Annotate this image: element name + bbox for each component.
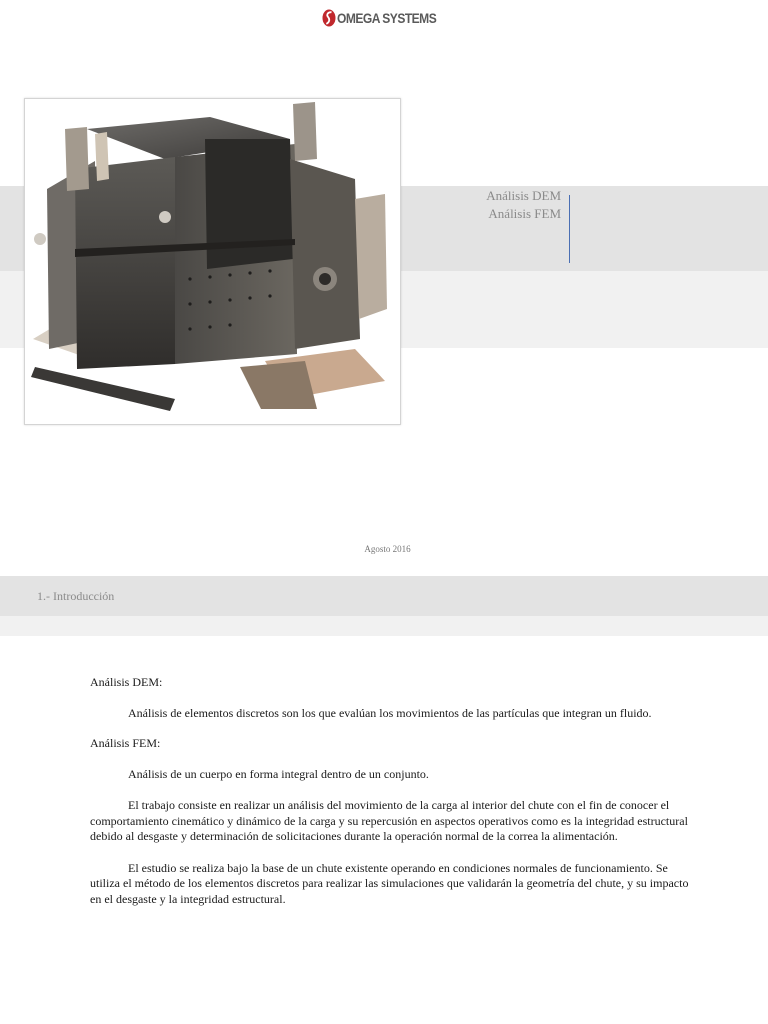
omega-systems-logo bbox=[322, 9, 452, 27]
fem-heading: Análisis FEM: bbox=[90, 736, 161, 750]
fem-definition: Análisis de un cuerpo en forma integral dentro de un conjunto. bbox=[128, 766, 429, 781]
body-paragraph-2: El estudio se realiza bajo la base de un chute existente operando en condiciones normales de funcionamiento. Se utiliza el método de los elementos discretos para realizar las simulaciones que validarán la geometría del chute, y su impacto en el desgaste y la integridad estructural. bbox=[90, 860, 689, 906]
section-band bbox=[0, 576, 768, 616]
section-band-light bbox=[0, 616, 768, 636]
chute-scan-image bbox=[25, 99, 400, 424]
body-paragraph-1: El trabajo consiste en realizar un análisis del movimiento de la carga al interior del chute con el fin de conocer el comportamiento cinemático y dinámico de la carga y su repercusión en aspectos operativos como es la integridad estructural debido al desgaste y determinación de solicitaciones durante la operación normal de la correa la alimentación. bbox=[90, 798, 688, 843]
cover-divider bbox=[569, 195, 570, 263]
section-title: 1.- Introducción bbox=[37, 589, 115, 603]
logo-text: OMEGA SYSTEMS bbox=[337, 10, 437, 26]
cover-title-fem: Análisis FEM bbox=[488, 206, 561, 221]
document-body bbox=[90, 675, 694, 907]
omega-logo-icon bbox=[322, 9, 336, 27]
dem-definition: Análisis de elementos discretos son los que evalúan los movimientos de las partículas que integran un fluido. bbox=[128, 705, 652, 720]
cover-title-dem: Análisis DEM bbox=[486, 188, 561, 203]
cover-date: Agosto 2016 bbox=[364, 544, 411, 554]
cover-photo bbox=[24, 98, 401, 425]
cover-titles bbox=[486, 187, 561, 223]
dem-heading: Análisis DEM: bbox=[90, 675, 163, 689]
